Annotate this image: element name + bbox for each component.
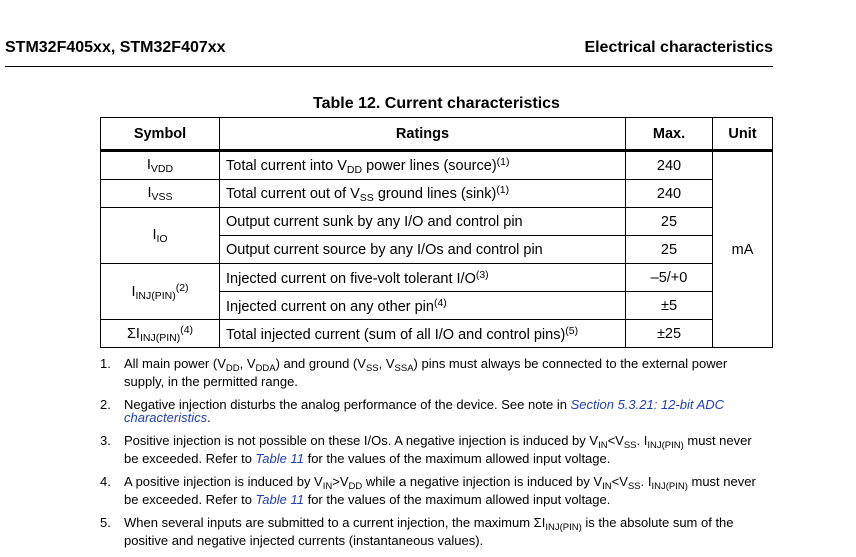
table-link[interactable]: Table 11 (255, 492, 304, 507)
footnote-text: All main power ($V_{DD}$, $V_{DDA}$) and ground ($V_{SS}$, $V_{SSA}$) pins must always be connected to the external power supply, in the permitted range. (124, 356, 728, 389)
footnote-text: Positive injection is not possible on these I/Os. A negative injection is induced by $V_{IN}<V_{SS}$. $I_{INJ(PIN)}$ must never be exceeded. Refer to Table 11 for the values of the maximum allowed input voltage. (124, 433, 752, 466)
rating-cell: Output current source by any I/Os and control pin (220, 236, 626, 264)
document-header-section: Electrical characteristics (584, 39, 773, 56)
max-cell: 240 (626, 180, 713, 208)
table-row (101, 320, 773, 348)
footnote-number: 2. (100, 397, 111, 412)
rating-cell: Total current into $V_{DD}$ power lines (source)$^{(1)}$ (220, 151, 626, 180)
footnote-text: A positive injection is induced by $V_{IN}>V_{DD}$ while a negative injection is induced by $V_{IN}<V_{SS}$. $I_{INJ(PIN)}$ must never be exceeded. Refer to Table 11 for the values of the maximum allowed input voltage. (124, 474, 756, 507)
footnote (100, 434, 760, 465)
table-header-row (101, 118, 773, 151)
rating-cell: Total injected current (sum of all I/O and control pins)$^{(5)}$ (220, 320, 626, 348)
table-row (101, 151, 773, 180)
symbol-cell: $I_{INJ(PIN)}^{(2)}$ (101, 264, 220, 320)
footnote-text: When several inputs are submitted to a current injection, the maximum $\Sigma I_{INJ(PIN)}$ is the absolute sum of the positive and negative injected currents (instantaneous values). (124, 515, 734, 548)
footnote-number: 3. (100, 433, 111, 448)
table-title: Table 12. Current characteristics (313, 95, 560, 112)
rating-cell: Output current sunk by any I/O and control pin (220, 208, 626, 236)
table-link[interactable]: Table 11 (255, 451, 304, 466)
footnote-number: 5. (100, 515, 111, 530)
symbol-cell: $I_{VDD}$ (101, 151, 220, 180)
footnote (100, 357, 760, 388)
column-header-ratings: Ratings (220, 118, 626, 151)
unit-cell: mA (713, 151, 773, 348)
footnote-number: 4. (100, 474, 111, 489)
rating-cell: Injected current on five-volt tolerant $I/O^{(3)}$ (220, 264, 626, 292)
header-divider (5, 66, 773, 67)
table-row (101, 208, 773, 236)
section-link[interactable]: Section 5.3.21: 12-bit ADC characteristics (124, 397, 725, 425)
column-header-max: Max. (626, 118, 713, 151)
column-header-symbol: Symbol (101, 118, 220, 151)
max-cell: 240 (626, 151, 713, 180)
symbol-cell: $I_{VSS}$ (101, 180, 220, 208)
max-cell: 25 (626, 236, 713, 264)
max-cell: ±5 (626, 292, 713, 320)
max-cell: –5/+0 (626, 264, 713, 292)
table-row (101, 180, 773, 208)
max-cell: 25 (626, 208, 713, 236)
symbol-cell: $I_{IO}$ (101, 208, 220, 264)
table-footnotes (100, 357, 760, 557)
rating-cell: Total current out of $V_{SS}$ ground lines $(\sin k)^{(1)}$ (220, 180, 626, 208)
current-characteristics-table (100, 117, 773, 348)
document-header-part-number: STM32F405xx, STM32F407xx (5, 39, 226, 56)
symbol-cell: $\Sigma I_{INJ(PIN)}^{(4)}$ (101, 320, 220, 348)
footnote-number: 1. (100, 356, 111, 371)
rating-cell: Injected current on any other pin$^{(4)}$ (220, 292, 626, 320)
table-row (101, 264, 773, 292)
column-header-unit: Unit (713, 118, 773, 151)
footnote (100, 516, 760, 547)
footnote-text: Negative injection disturbs the analog performance of the device. See note in Section 5.3.21: 12-bit ADC characteristics. (124, 397, 725, 425)
footnote (100, 398, 760, 424)
max-cell: ±25 (626, 320, 713, 348)
footnote (100, 475, 760, 506)
